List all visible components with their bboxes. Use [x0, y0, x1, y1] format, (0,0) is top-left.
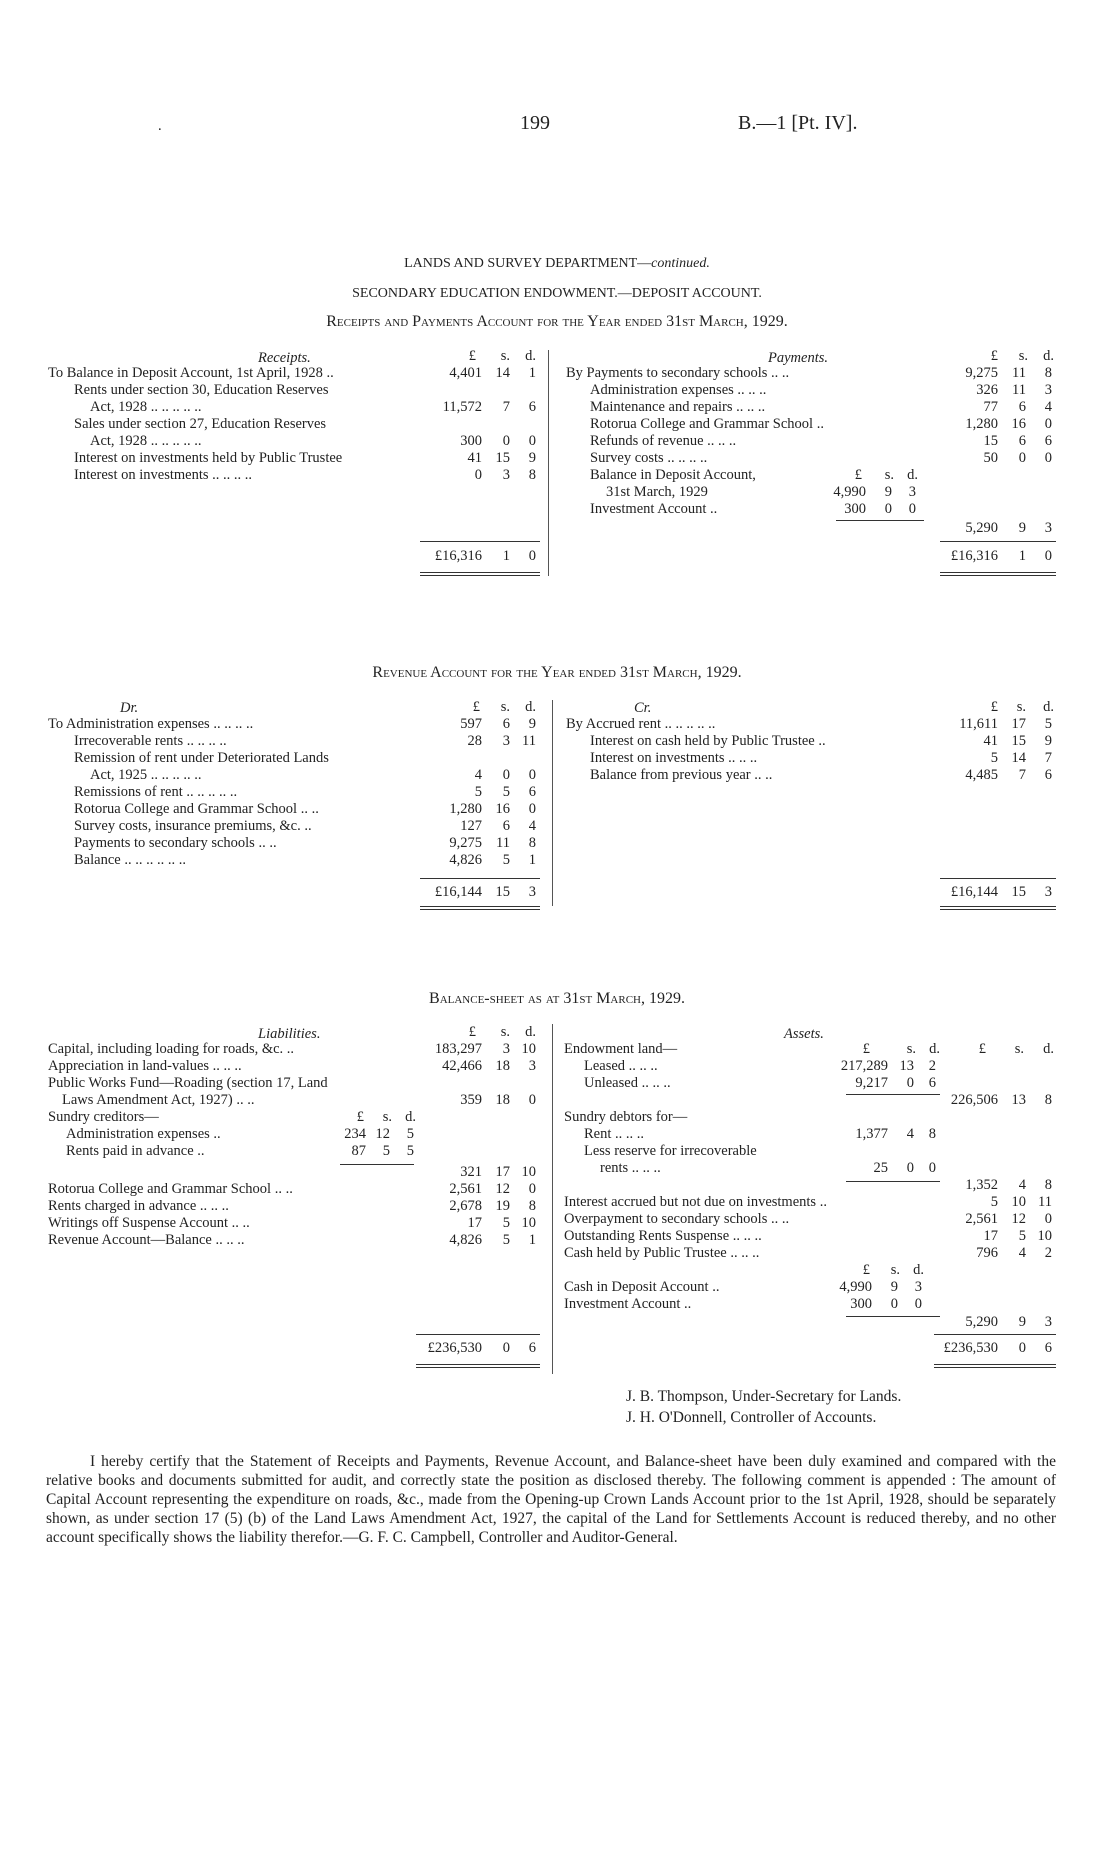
asset-line: Investment Account .. [564, 1296, 692, 1312]
dr-line: Remission of rent under Deteriorated Lands [74, 750, 329, 766]
dr-line: Act, 1925 .. .. .. .. .. [90, 767, 202, 783]
total-rule [940, 541, 1056, 542]
amount-pounds: 50 [983, 450, 998, 466]
receipts-heading: Receipts. [258, 350, 311, 366]
liability-line: Capital, including loading for roads, &c. .. [48, 1041, 295, 1057]
amount-pence: 1 [528, 1232, 536, 1248]
amount-pence: 10 [521, 1041, 536, 1057]
receipt-line: Interest on investments .. .. .. .. [74, 467, 253, 483]
amount-pence: 8 [1044, 1092, 1052, 1108]
endowment-title: SECONDARY EDUCATION ENDOWMENT.—DEPOSIT ACCOUNT. [352, 286, 762, 301]
amount-pounds: 4,990 [839, 1279, 872, 1295]
total-pounds: £16,316 [434, 548, 482, 564]
amount-shillings: 0 [502, 433, 510, 449]
amount-shillings: 14 [1011, 750, 1026, 766]
amount-pounds: 41 [983, 733, 998, 749]
inner-rule [836, 520, 924, 521]
liability-line: Appreciation in land-values .. .. .. [48, 1058, 242, 1074]
amount-pounds: 4,826 [449, 852, 482, 868]
total-shillings: 1 [502, 548, 510, 564]
double-rule [420, 909, 540, 910]
receipt-line: Interest on investments held by Public Trustee [74, 450, 343, 466]
amount-pounds: 597 [460, 716, 482, 732]
amount-pounds: 5,290 [965, 1314, 998, 1330]
receipt-line: Act, 1928 .. .. .. .. .. [90, 433, 202, 449]
cr-col-pounds: £ [990, 699, 998, 715]
total-pounds: £236,530 [943, 1340, 998, 1356]
cr-col-pence: d. [1043, 699, 1054, 715]
asset-line: Cash in Deposit Account .. [564, 1279, 720, 1295]
amount-pounds: 15 [983, 433, 998, 449]
inner-col-pounds: £ [854, 467, 862, 483]
amount-pounds: 234 [344, 1126, 366, 1142]
payments-col-shillings: s. [1018, 348, 1028, 364]
amount-pounds: 41 [467, 450, 482, 466]
dr-line: Irrecoverable rents .. .. .. .. [74, 733, 227, 749]
amount-pounds: 300 [844, 501, 866, 517]
column-divider [552, 700, 553, 906]
total-shillings: 15 [495, 884, 510, 900]
amount-shillings: 17 [495, 1164, 510, 1180]
amount-shillings: 12 [1011, 1211, 1026, 1227]
double-rule [940, 572, 1056, 573]
inner2-col-shillings: s. [890, 1262, 900, 1278]
amount-pence: 3 [1044, 520, 1052, 536]
assets-col2-shillings: s. [1014, 1041, 1024, 1057]
amount-pounds: 11,611 [959, 716, 998, 732]
department-title-continued: continued. [651, 256, 710, 271]
cr-line: Interest on cash held by Public Trustee .. [590, 733, 826, 749]
amount-shillings: 3 [502, 733, 510, 749]
amount-pounds: 5 [474, 784, 482, 800]
total-pence: 3 [1044, 884, 1052, 900]
assets-col-pounds: £ [862, 1041, 870, 1057]
amount-pounds: 4,990 [833, 484, 866, 500]
amount-pounds: 1,280 [965, 416, 998, 432]
amount-pence: 0 [928, 1160, 936, 1176]
inner-col-pounds: £ [356, 1109, 364, 1125]
amount-pence: 3 [908, 484, 916, 500]
department-title [0, 256, 1114, 272]
amount-pounds: 4 [474, 767, 482, 783]
total-pence: 6 [1044, 1340, 1052, 1356]
payment-line: Rotorua College and Grammar School .. [590, 416, 824, 432]
payments-col-pounds: £ [990, 348, 998, 364]
amount-shillings: 6 [502, 716, 510, 732]
amount-pence: 10 [1037, 1228, 1052, 1244]
asset-line: Outstanding Rents Suspense .. .. .. [564, 1228, 762, 1244]
amount-pence: 1 [528, 852, 536, 868]
liabilities-col-pounds: £ [468, 1024, 476, 1040]
amount-shillings: 13 [1011, 1092, 1026, 1108]
double-rule [940, 909, 1056, 910]
liability-line: Public Works Fund—Roading (section 17, Land [48, 1075, 328, 1091]
amount-shillings: 5 [502, 852, 510, 868]
amount-pence: 4 [1044, 399, 1052, 415]
asset-line: Overpayment to secondary schools .. .. [564, 1211, 790, 1227]
amount-pence: 5 [1044, 716, 1052, 732]
amount-pence: 8 [1044, 1177, 1052, 1193]
payments-col-pence: d. [1043, 348, 1054, 364]
double-rule [420, 575, 540, 576]
inner-col-shillings: s. [382, 1109, 392, 1125]
amount-pounds: 5,290 [965, 520, 998, 536]
dr-line: Remissions of rent .. .. .. .. .. [74, 784, 238, 800]
amount-pounds: 0 [474, 467, 482, 483]
liabilities-heading: Liabilities. [258, 1026, 321, 1042]
amount-pence: 0 [528, 1092, 536, 1108]
revenue-title: Revenue Account for the Year ended 31st March, 1929. [372, 664, 742, 681]
total-rule [934, 1334, 1056, 1335]
cr-line: Balance from previous year .. .. [590, 767, 773, 783]
amount-shillings: 18 [495, 1092, 510, 1108]
amount-pence: 5 [406, 1126, 414, 1142]
cr-line: Interest on investments .. .. .. [590, 750, 758, 766]
amount-pounds: 796 [976, 1245, 998, 1261]
amount-shillings: 11 [1012, 365, 1026, 381]
amount-pence: 3 [914, 1279, 922, 1295]
amount-pence: 9 [528, 450, 536, 466]
amount-shillings: 5 [502, 1215, 510, 1231]
payments-heading: Payments. [768, 350, 828, 366]
amount-pounds: 1,377 [855, 1126, 888, 1142]
dr-col-pounds: £ [472, 699, 480, 715]
asset-line: Less reserve for irrecoverable [584, 1143, 757, 1159]
amount-shillings: 0 [884, 501, 892, 517]
amount-shillings: 9 [1018, 520, 1026, 536]
amount-pence: 0 [528, 1181, 536, 1197]
amount-pounds: 25 [873, 1160, 888, 1176]
amount-pence: 7 [1044, 750, 1052, 766]
amount-pence: 0 [1044, 416, 1052, 432]
payment-line: Investment Account .. [590, 501, 718, 517]
dr-line: To Administration expenses .. .. .. .. [48, 716, 254, 732]
amount-pence: 6 [528, 784, 536, 800]
double-rule [420, 906, 540, 907]
amount-pounds: 2,561 [449, 1181, 482, 1197]
asset-line: rents .. .. .. [600, 1160, 661, 1176]
amount-pounds: 5 [990, 750, 998, 766]
amount-pence: 11 [1038, 1194, 1052, 1210]
amount-shillings: 16 [1011, 416, 1026, 432]
amount-shillings: 0 [1018, 450, 1026, 466]
amount-pence: 9 [528, 716, 536, 732]
amount-pounds: 321 [460, 1164, 482, 1180]
amount-pence: 0 [1044, 450, 1052, 466]
total-pence: 3 [528, 884, 536, 900]
liability-line: Rents charged in advance .. .. .. [48, 1198, 229, 1214]
amount-pence: 0 [528, 433, 536, 449]
amount-pounds: 226,506 [950, 1092, 998, 1108]
amount-pounds: 17 [467, 1215, 482, 1231]
receipt-line: Sales under section 27, Education Reserves [74, 416, 327, 432]
dr-col-shillings: s. [500, 699, 510, 715]
amount-pounds: 87 [351, 1143, 366, 1159]
dr-col-pence: d. [525, 699, 536, 715]
amount-pounds: 4,485 [965, 767, 998, 783]
double-rule [420, 572, 540, 573]
audit-certificate: I hereby certify that the Statement of Receipts and Payments, Revenue Account, and Balance-sheet have been duly examined and compared with the relative books and documents submitted for audit, and correctly state the position as disclosed thereby. The following comment is appended : The amount of Capital Account representing the expenditure on roads, &c., made from the Opening-up Crown Lands Account prior to the 1st April, 1928, should be separately shown, as under section 17 (5) (b) of the Land Laws Amendment Act, 1927, the capital of the Land for Settlements Account is reduced thereby, and no other account specifically shows the liability therefor.—G. F. C. Campbell, Controller and Auditor-General. [46, 1453, 1056, 1546]
amount-shillings: 0 [906, 1160, 914, 1176]
total-pounds: £16,316 [950, 548, 998, 564]
asset-line: Endowment land— [564, 1041, 678, 1057]
amount-pounds: 359 [460, 1092, 482, 1108]
total-pounds: £236,530 [427, 1340, 482, 1356]
amount-pence: 8 [528, 1198, 536, 1214]
column-divider [552, 1024, 553, 1374]
amount-pence: 6 [528, 399, 536, 415]
amount-pence: 11 [522, 733, 536, 749]
amount-pence: 10 [521, 1164, 536, 1180]
assets-col-shillings: s. [906, 1041, 916, 1057]
amount-pence: 8 [928, 1126, 936, 1142]
total-rule [420, 878, 540, 879]
amount-pence: 2 [928, 1058, 936, 1074]
total-pence: 0 [528, 548, 536, 564]
amount-pence: 0 [908, 501, 916, 517]
amount-pence: 2 [1044, 1245, 1052, 1261]
assets-col2-pence: d. [1043, 1041, 1054, 1057]
amount-shillings: 19 [495, 1198, 510, 1214]
amount-shillings: 7 [1018, 767, 1026, 783]
liability-line: Rents paid in advance .. [66, 1143, 205, 1159]
amount-shillings: 6 [1018, 433, 1026, 449]
amount-shillings: 18 [495, 1058, 510, 1074]
amount-pence: 1 [528, 365, 536, 381]
amount-pounds: 28 [467, 733, 482, 749]
payment-line: Balance in Deposit Account, [590, 467, 756, 483]
amount-pounds: 1,352 [965, 1177, 998, 1193]
amount-shillings: 7 [502, 399, 510, 415]
amount-shillings: 11 [496, 835, 510, 851]
amount-pence: 3 [1044, 1314, 1052, 1330]
payment-line: Maintenance and repairs .. .. .. [590, 399, 766, 415]
receipt-line: Rents under section 30, Education Reserves [74, 382, 329, 398]
liability-line: Administration expenses .. [66, 1126, 221, 1142]
receipts-col-shillings: s. [500, 348, 510, 364]
amount-shillings: 5 [1018, 1228, 1026, 1244]
amount-pounds: 326 [976, 382, 998, 398]
amount-pounds: 77 [983, 399, 998, 415]
total-rule [420, 541, 540, 542]
amount-shillings: 5 [382, 1143, 390, 1159]
amount-pounds: 217,289 [840, 1058, 888, 1074]
inner-rule [846, 1181, 940, 1182]
dr-line: Survey costs, insurance premiums, &c. .. [74, 818, 312, 834]
amount-pounds: 183,297 [434, 1041, 482, 1057]
amount-pounds: 9,275 [965, 365, 998, 381]
department-title-text: LANDS AND SURVEY DEPARTMENT— [404, 256, 652, 271]
inner-col-pence: d. [907, 467, 918, 483]
amount-shillings: 15 [1011, 733, 1026, 749]
amount-shillings: 11 [1012, 382, 1026, 398]
amount-shillings: 0 [890, 1296, 898, 1312]
signature-under-secretary: J. B. Thompson, Under-Secretary for Lands. [626, 1388, 902, 1405]
total-shillings: 0 [502, 1340, 510, 1356]
liabilities-col-shillings: s. [500, 1024, 510, 1040]
cr-line: By Accrued rent .. .. .. .. .. [566, 716, 716, 732]
amount-shillings: 12 [495, 1181, 510, 1197]
amount-shillings: 9 [890, 1279, 898, 1295]
page-reference: B.—1 [Pt. IV]. [738, 112, 858, 134]
double-rule [934, 1367, 1056, 1368]
amount-shillings: 16 [495, 801, 510, 817]
amount-shillings: 6 [1018, 399, 1026, 415]
amount-pence: 8 [528, 835, 536, 851]
amount-pounds: 300 [460, 433, 482, 449]
amount-shillings: 9 [884, 484, 892, 500]
amount-pence: 5 [406, 1143, 414, 1159]
asset-line: Rent .. .. .. [584, 1126, 645, 1142]
payment-line: By Payments to secondary schools .. .. [566, 365, 790, 381]
total-rule [940, 878, 1056, 879]
receipt-line: To Balance in Deposit Account, 1st April, 1928 .. [48, 365, 334, 381]
payment-line: Administration expenses .. .. .. [590, 382, 767, 398]
asset-line: Interest accrued but not due on investments .. [564, 1194, 827, 1210]
double-rule [940, 575, 1056, 576]
amount-pence: 0 [528, 801, 536, 817]
inner-rule [846, 1094, 940, 1095]
amount-pence: 4 [528, 818, 536, 834]
signature-controller: J. H. O'Donnell, Controller of Accounts. [626, 1409, 877, 1426]
asset-line: Leased .. .. .. [584, 1058, 658, 1074]
amount-pounds: 300 [850, 1296, 872, 1312]
amount-pence: 0 [528, 767, 536, 783]
amount-pounds: 17 [983, 1228, 998, 1244]
balance-title: Balance-sheet as at 31st March, 1929. [429, 990, 685, 1007]
dr-line: Balance .. .. .. .. .. .. [74, 852, 186, 868]
amount-pence: 6 [1044, 433, 1052, 449]
amount-pence: 9 [1044, 733, 1052, 749]
column-divider [548, 350, 549, 576]
total-pence: 6 [528, 1340, 536, 1356]
payment-line: Survey costs .. .. .. .. [590, 450, 708, 466]
double-rule [940, 906, 1056, 907]
amount-shillings: 9 [1018, 1314, 1026, 1330]
amount-shillings: 6 [502, 818, 510, 834]
amount-shillings: 17 [1011, 716, 1026, 732]
payment-line: Refunds of revenue .. .. .. [590, 433, 737, 449]
amount-shillings: 5 [502, 1232, 510, 1248]
amount-shillings: 14 [495, 365, 510, 381]
liability-line: Writings off Suspense Account .. .. [48, 1215, 250, 1231]
amount-pence: 0 [1044, 1211, 1052, 1227]
assets-col-pence: d. [929, 1041, 940, 1057]
asset-line: Unleased .. .. .. [584, 1075, 671, 1091]
amount-shillings: 0 [502, 767, 510, 783]
payment-line: 31st March, 1929 [606, 484, 708, 500]
inner-col-pence: d. [405, 1109, 416, 1125]
liability-line: Rotorua College and Grammar School .. .. [48, 1181, 293, 1197]
inner-rule [340, 1164, 414, 1165]
total-shillings: 15 [1011, 884, 1026, 900]
double-rule [416, 1364, 540, 1365]
dr-line: Payments to secondary schools .. .. [74, 835, 277, 851]
asset-line: Cash held by Public Trustee .. .. .. [564, 1245, 760, 1261]
amount-shillings: 10 [1011, 1194, 1026, 1210]
dr-line: Rotorua College and Grammar School .. .. [74, 801, 319, 817]
receipts-col-pounds: £ [468, 348, 476, 364]
amount-pence: 6 [1044, 767, 1052, 783]
receipts-payments-title: Receipts and Payments Account for the Year ended 31st March, 1929. [326, 313, 788, 330]
assets-col2-pounds: £ [978, 1041, 986, 1057]
amount-shillings: 12 [375, 1126, 390, 1142]
amount-pence: 0 [914, 1296, 922, 1312]
assets-heading: Assets. [784, 1026, 824, 1042]
total-pounds: £16,144 [950, 884, 998, 900]
total-pounds: £16,144 [434, 884, 482, 900]
amount-pounds: 11,572 [442, 399, 482, 415]
amount-pence: 3 [528, 1058, 536, 1074]
total-shillings: 0 [1018, 1340, 1026, 1356]
amount-shillings: 4 [906, 1126, 914, 1142]
amount-shillings: 13 [899, 1058, 914, 1074]
inner2-col-pence: d. [913, 1262, 924, 1278]
amount-pounds: 2,561 [965, 1211, 998, 1227]
amount-pounds: 127 [460, 818, 482, 834]
double-rule [416, 1367, 540, 1368]
amount-shillings: 0 [906, 1075, 914, 1091]
amount-pounds: 42,466 [442, 1058, 482, 1074]
page-number: 199 [520, 112, 550, 134]
amount-shillings: 4 [1018, 1245, 1026, 1261]
amount-pence: 10 [521, 1215, 536, 1231]
liability-line: Revenue Account—Balance .. .. .. [48, 1232, 245, 1248]
amount-shillings: 3 [502, 1041, 510, 1057]
total-shillings: 1 [1018, 548, 1026, 564]
liability-line: Sundry creditors— [48, 1109, 159, 1125]
amount-pence: 8 [1044, 365, 1052, 381]
amount-pounds: 1,280 [449, 801, 482, 817]
amount-pounds: 2,678 [449, 1198, 482, 1214]
inner-rule [846, 1316, 940, 1317]
total-rule [416, 1334, 540, 1335]
liabilities-col-pence: d. [525, 1024, 536, 1040]
amount-shillings: 5 [502, 784, 510, 800]
amount-shillings: 4 [1018, 1177, 1026, 1193]
double-rule [934, 1364, 1056, 1365]
revenue-cr-heading: Cr. [634, 700, 652, 716]
amount-pounds: 4,826 [449, 1232, 482, 1248]
header-dot: . [158, 118, 162, 134]
liability-line: Laws Amendment Act, 1927) .. .. [62, 1092, 255, 1108]
amount-pounds: 4,401 [449, 365, 482, 381]
receipt-line: Act, 1928 .. .. .. .. .. [90, 399, 202, 415]
asset-line: Sundry debtors for— [564, 1109, 688, 1125]
amount-pence: 6 [928, 1075, 936, 1091]
cr-col-shillings: s. [1016, 699, 1026, 715]
total-pence: 0 [1044, 548, 1052, 564]
amount-pence: 3 [1044, 382, 1052, 398]
revenue-dr-heading: Dr. [120, 700, 139, 716]
receipts-col-pence: d. [525, 348, 536, 364]
amount-pounds: 9,275 [449, 835, 482, 851]
inner2-col-pounds: £ [862, 1262, 870, 1278]
amount-pounds: 5 [990, 1194, 998, 1210]
amount-shillings: 15 [495, 450, 510, 466]
amount-pounds: 9,217 [855, 1075, 888, 1091]
amount-shillings: 3 [502, 467, 510, 483]
amount-pence: 8 [528, 467, 536, 483]
inner-col-shillings: s. [884, 467, 894, 483]
